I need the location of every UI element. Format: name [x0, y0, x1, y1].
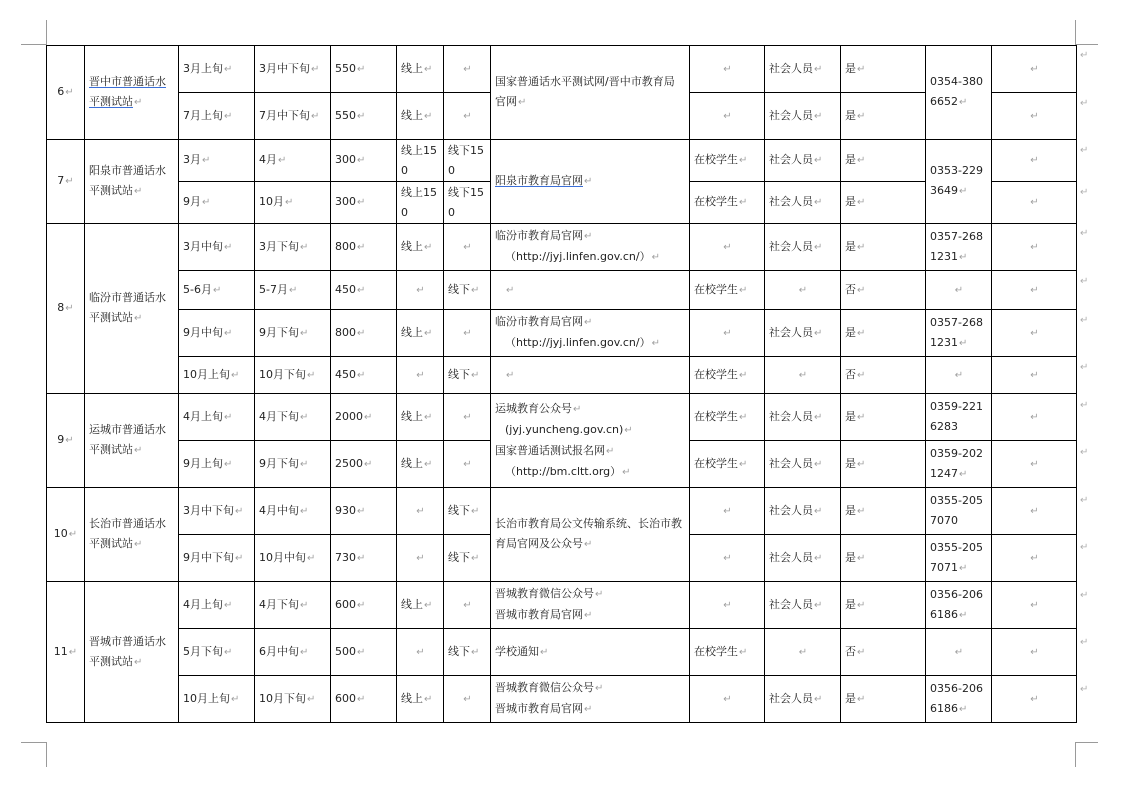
online-cell: 线上↵: [397, 441, 444, 488]
social-cell: 社会人员↵: [765, 535, 841, 582]
social-cell: 社会人员↵: [765, 182, 841, 224]
offline-cell: ↵: [444, 93, 491, 140]
social-cell: 社会人员↵: [765, 93, 841, 140]
reg-end: 10月↵: [255, 182, 331, 224]
fee: 300↵: [331, 140, 397, 182]
yes-no-cell: 是↵: [841, 224, 926, 271]
reg-start: 5月下旬↵: [179, 629, 255, 676]
reg-start: 5-6月↵: [179, 271, 255, 310]
channel-cell: 运城教育公众号↵ (jyj.yuncheng.gov.cn)↵ 国家普通话测试报名网↵ （http://bm.cltt.org）↵: [491, 394, 690, 488]
reg-start: 3月↵: [179, 140, 255, 182]
social-cell: 社会人员↵: [765, 676, 841, 723]
empty-cell: ↵: [992, 676, 1077, 723]
station-name: 临汾市普通话水平测试站↵: [85, 224, 179, 394]
empty-cell: ↵: [992, 535, 1077, 582]
crop-mark: [21, 742, 46, 743]
empty-cell: ↵: [992, 357, 1077, 394]
online-cell: 线上↵: [397, 224, 444, 271]
yes-no-cell: 是↵: [841, 535, 926, 582]
paragraph-mark: ↵: [1080, 362, 1089, 373]
empty-cell: ↵: [992, 310, 1077, 357]
yes-no-cell: 是↵: [841, 582, 926, 629]
yes-no-cell: 是↵: [841, 182, 926, 224]
student-cell: ↵: [690, 224, 765, 271]
offline-cell: ↵: [444, 394, 491, 441]
paragraph-mark: ↵: [1080, 542, 1089, 553]
fee: 550↵: [331, 93, 397, 140]
fee: 500↵: [331, 629, 397, 676]
online-cell: 线上↵: [397, 93, 444, 140]
social-cell: ↵: [765, 271, 841, 310]
offline-cell: ↵: [444, 310, 491, 357]
fee: 300↵: [331, 182, 397, 224]
yes-no-cell: 否↵: [841, 629, 926, 676]
fee: 600↵: [331, 582, 397, 629]
crop-mark: [1076, 44, 1098, 45]
paragraph-mark: ↵: [1080, 276, 1089, 287]
yes-no-cell: 否↵: [841, 271, 926, 310]
table-row: [47, 224, 1077, 271]
yes-no-cell: 是↵: [841, 394, 926, 441]
offline-cell: 线下↵: [444, 357, 491, 394]
channel-cell: 临汾市教育局官网↵ （http://jyj.linfen.gov.cn/）↵: [491, 310, 690, 357]
online-cell: 线上↵: [397, 582, 444, 629]
social-cell: 社会人员↵: [765, 441, 841, 488]
table-row: [47, 394, 1077, 441]
reg-start: 9月中下旬↵: [179, 535, 255, 582]
student-cell: 在校学生↵: [690, 182, 765, 224]
social-cell: 社会人员↵: [765, 394, 841, 441]
table-wrapper: [46, 45, 1076, 723]
fee: 800↵: [331, 310, 397, 357]
reg-end: 4月下旬↵: [255, 582, 331, 629]
empty-cell: ↵: [992, 582, 1077, 629]
offline-cell: 线下↵: [444, 629, 491, 676]
reg-end: 3月中下旬↵: [255, 46, 331, 93]
social-cell: ↵: [765, 629, 841, 676]
social-cell: 社会人员↵: [765, 224, 841, 271]
offline-cell: 线下↵: [444, 271, 491, 310]
station-name: 长治市普通话水平测试站↵: [85, 488, 179, 582]
phone-cell: 0353-2293649↵: [926, 140, 992, 224]
channel-cell: 阳泉市教育局官网↵: [491, 140, 690, 224]
student-cell: 在校学生↵: [690, 140, 765, 182]
online-cell: ↵: [397, 535, 444, 582]
table-row: [47, 310, 1077, 357]
channel-cell: 晋城教育微信公众号↵ 晋城市教育局官网↵: [491, 582, 690, 629]
phone-cell: ↵: [926, 271, 992, 310]
channel-cell: 学校通知↵: [491, 629, 690, 676]
reg-start: 10月上旬↵: [179, 676, 255, 723]
paragraph-mark: ↵: [1080, 637, 1089, 648]
student-cell: 在校学生↵: [690, 271, 765, 310]
reg-start: 3月上旬↵: [179, 46, 255, 93]
phone-cell: 0355-2057071↵: [926, 535, 992, 582]
social-cell: 社会人员↵: [765, 582, 841, 629]
channel-cell: 晋城教育微信公众号↵ 晋城市教育局官网↵: [491, 676, 690, 723]
online-cell: ↵: [397, 488, 444, 535]
social-cell: 社会人员↵: [765, 46, 841, 93]
empty-cell: ↵: [992, 629, 1077, 676]
reg-end: 4月下旬↵: [255, 394, 331, 441]
online-cell: ↵: [397, 629, 444, 676]
offline-cell: ↵: [444, 582, 491, 629]
table-row: [47, 46, 1077, 93]
yes-no-cell: 是↵: [841, 676, 926, 723]
phone-cell: ↵: [926, 629, 992, 676]
online-cell: 线上150: [397, 140, 444, 182]
fee: 2000↵: [331, 394, 397, 441]
row-number: 9↵: [47, 394, 85, 488]
reg-end: 3月下旬↵: [255, 224, 331, 271]
reg-end: 7月中下旬↵: [255, 93, 331, 140]
station-name: 晋城市普通话水平测试站↵: [85, 582, 179, 723]
student-cell: ↵: [690, 310, 765, 357]
yes-no-cell: 是↵: [841, 93, 926, 140]
paragraph-mark: ↵: [1080, 447, 1089, 458]
yes-no-cell: 是↵: [841, 441, 926, 488]
reg-end: 6月中旬↵: [255, 629, 331, 676]
channel-cell: 长治市教育局公文传输系统、长治市教育局官网及公众号↵: [491, 488, 690, 582]
online-cell: 线上150: [397, 182, 444, 224]
online-cell: 线上↵: [397, 676, 444, 723]
social-cell: ↵: [765, 357, 841, 394]
reg-end: 10月下旬↵: [255, 357, 331, 394]
channel-cell: 国家普通话水平测试网/晋中市教育局官网↵: [491, 46, 690, 140]
table-row: [47, 357, 1077, 394]
station-name: 晋中市普通话水平测试站↵: [85, 46, 179, 140]
station-name: 运城市普通话水平测试站↵: [85, 394, 179, 488]
offline-cell: 线下↵: [444, 488, 491, 535]
empty-cell: ↵: [992, 140, 1077, 182]
fee: 600↵: [331, 676, 397, 723]
paragraph-mark: ↵: [1080, 50, 1089, 61]
station-name: 阳泉市普通话水平测试站↵: [85, 140, 179, 224]
student-cell: ↵: [690, 676, 765, 723]
table-row: [47, 629, 1077, 676]
student-cell: 在校学生↵: [690, 357, 765, 394]
crop-mark: [21, 44, 46, 45]
student-cell: ↵: [690, 582, 765, 629]
reg-start: 4月上旬↵: [179, 582, 255, 629]
offline-cell: 线下150: [444, 140, 491, 182]
empty-cell: ↵: [992, 93, 1077, 140]
online-cell: 线上↵: [397, 394, 444, 441]
offline-cell: ↵: [444, 46, 491, 93]
phone-cell: 0355-2057070: [926, 488, 992, 535]
online-cell: ↵: [397, 271, 444, 310]
fee: 450↵: [331, 357, 397, 394]
fee: 930↵: [331, 488, 397, 535]
student-cell: 在校学生↵: [690, 629, 765, 676]
row-number: 11↵: [47, 582, 85, 723]
empty-cell: ↵: [992, 271, 1077, 310]
phone-cell: 0357-2681231↵: [926, 224, 992, 271]
social-cell: 社会人员↵: [765, 488, 841, 535]
phone-cell: ↵: [926, 357, 992, 394]
empty-cell: ↵: [992, 394, 1077, 441]
reg-end: 10月中旬↵: [255, 535, 331, 582]
fee: 730↵: [331, 535, 397, 582]
student-cell: ↵: [690, 93, 765, 140]
reg-end: 4月↵: [255, 140, 331, 182]
reg-start: 7月上旬↵: [179, 93, 255, 140]
paragraph-mark: ↵: [1080, 684, 1089, 695]
reg-start: 9月↵: [179, 182, 255, 224]
empty-cell: ↵: [992, 488, 1077, 535]
phone-cell: 0359-2021247↵: [926, 441, 992, 488]
phone-cell: 0356-2066186↵: [926, 582, 992, 629]
fee: 550↵: [331, 46, 397, 93]
paragraph-mark: ↵: [1080, 495, 1089, 506]
paragraph-mark: ↵: [1080, 187, 1089, 198]
table-row: [47, 488, 1077, 535]
paragraph-mark: ↵: [1080, 400, 1089, 411]
channel-cell: 临汾市教育局官网↵ （http://jyj.linfen.gov.cn/）↵: [491, 224, 690, 271]
online-cell: 线上↵: [397, 46, 444, 93]
yes-no-cell: 是↵: [841, 310, 926, 357]
row-number: 10↵: [47, 488, 85, 582]
channel-cell: ↵: [491, 357, 690, 394]
row-number: 7↵: [47, 140, 85, 224]
yes-no-cell: 否↵: [841, 357, 926, 394]
student-cell: ↵: [690, 535, 765, 582]
empty-cell: ↵: [992, 182, 1077, 224]
student-cell: ↵: [690, 488, 765, 535]
reg-end: 5-7月↵: [255, 271, 331, 310]
reg-start: 9月中旬↵: [179, 310, 255, 357]
paragraph-mark: ↵: [1080, 98, 1089, 109]
phone-cell: 0357-2681231↵: [926, 310, 992, 357]
paragraph-mark: ↵: [1080, 315, 1089, 326]
offline-cell: ↵: [444, 676, 491, 723]
paragraph-mark: ↵: [1080, 228, 1089, 239]
row-number: 6↵: [47, 46, 85, 140]
student-cell: 在校学生↵: [690, 441, 765, 488]
phone-cell: 0354-3806652↵: [926, 46, 992, 140]
yes-no-cell: 是↵: [841, 46, 926, 93]
row-number: 8↵: [47, 224, 85, 394]
channel-cell: ↵: [491, 271, 690, 310]
reg-start: 4月上旬↵: [179, 394, 255, 441]
empty-cell: ↵: [992, 224, 1077, 271]
fee: 450↵: [331, 271, 397, 310]
offline-cell: 线下150: [444, 182, 491, 224]
paragraph-mark: ↵: [1080, 145, 1089, 156]
crop-mark: [46, 20, 47, 45]
social-cell: 社会人员↵: [765, 140, 841, 182]
table-row: [47, 582, 1077, 629]
reg-start: 3月中旬↵: [179, 224, 255, 271]
test-schedule-table: [46, 45, 1077, 723]
phone-cell: 0356-2066186↵: [926, 676, 992, 723]
offline-cell: ↵: [444, 224, 491, 271]
online-cell: 线上↵: [397, 310, 444, 357]
social-cell: 社会人员↵: [765, 310, 841, 357]
paragraph-mark: ↵: [1080, 590, 1089, 601]
crop-mark: [1075, 742, 1076, 767]
crop-mark: [1076, 742, 1098, 743]
reg-end: 10月下旬↵: [255, 676, 331, 723]
crop-mark: [1075, 20, 1076, 45]
empty-cell: ↵: [992, 441, 1077, 488]
yes-no-cell: 是↵: [841, 140, 926, 182]
online-cell: ↵: [397, 357, 444, 394]
reg-end: 9月下旬↵: [255, 441, 331, 488]
fee: 800↵: [331, 224, 397, 271]
student-cell: 在校学生↵: [690, 394, 765, 441]
table-row: [47, 676, 1077, 723]
offline-cell: 线下↵: [444, 535, 491, 582]
empty-cell: ↵: [992, 46, 1077, 93]
reg-end: 4月中旬↵: [255, 488, 331, 535]
student-cell: ↵: [690, 46, 765, 93]
reg-end: 9月下旬↵: [255, 310, 331, 357]
offline-cell: ↵: [444, 441, 491, 488]
yes-no-cell: 是↵: [841, 488, 926, 535]
fee: 2500↵: [331, 441, 397, 488]
table-row: [47, 140, 1077, 182]
table-row: [47, 271, 1077, 310]
reg-start: 3月中下旬↵: [179, 488, 255, 535]
reg-start: 10月上旬↵: [179, 357, 255, 394]
reg-start: 9月上旬↵: [179, 441, 255, 488]
phone-cell: 0359-2216283: [926, 394, 992, 441]
crop-mark: [46, 742, 47, 767]
